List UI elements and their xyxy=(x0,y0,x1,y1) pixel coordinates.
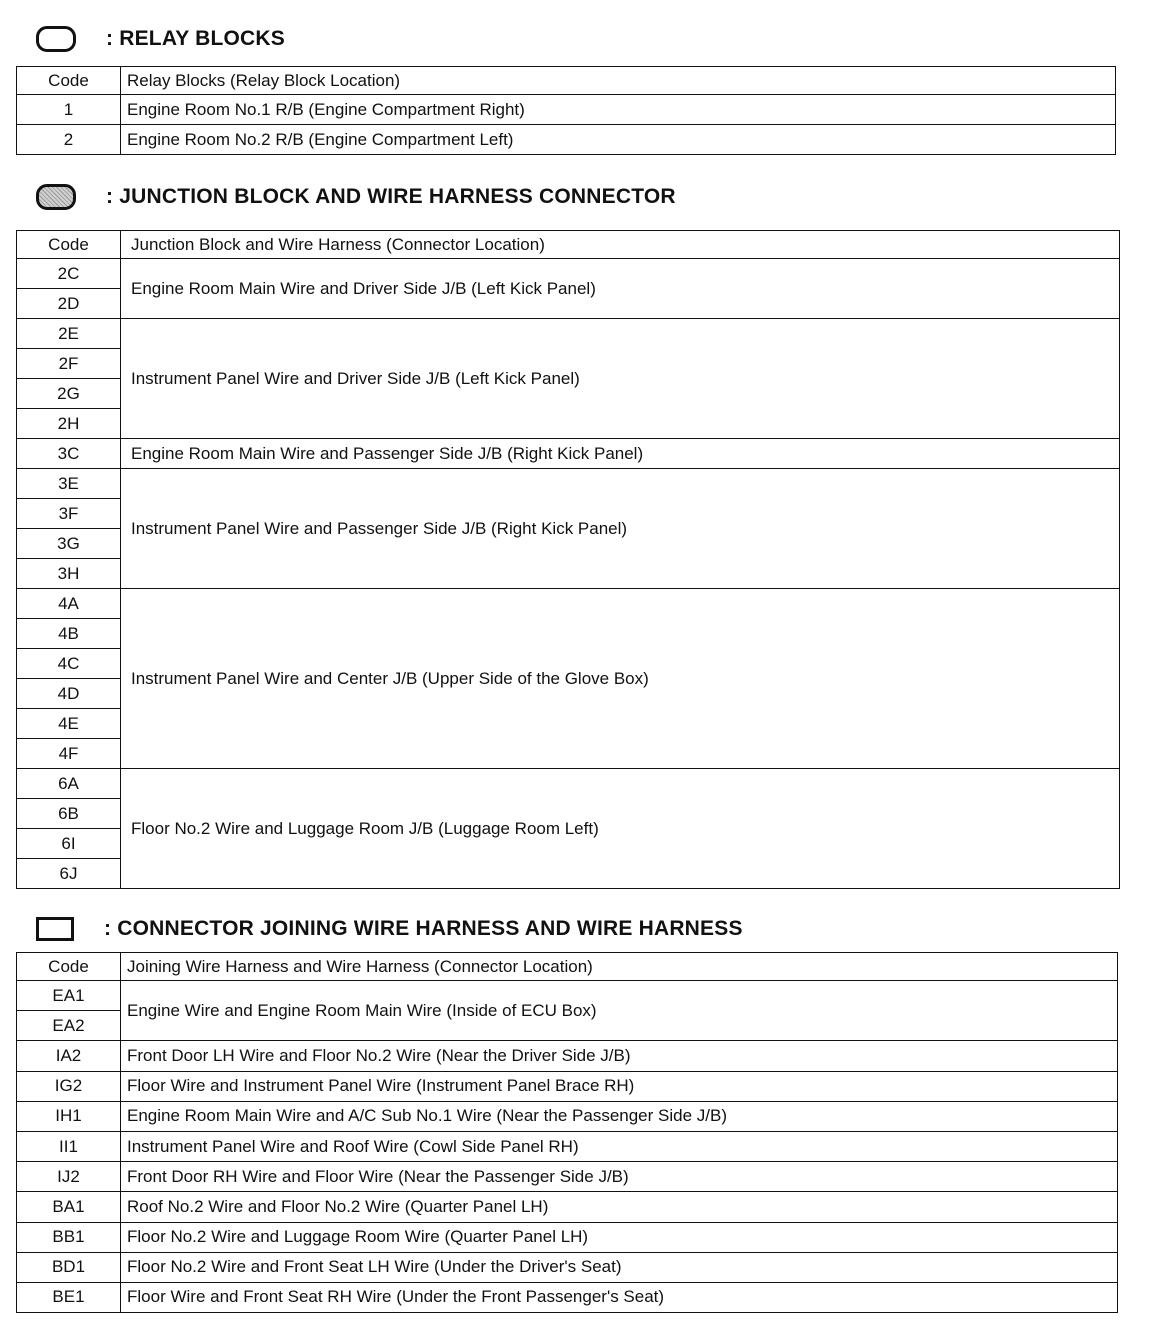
table-row xyxy=(17,1071,1118,1101)
code-cell: IG2 xyxy=(17,1071,121,1101)
code-cell: 4B xyxy=(17,619,121,649)
table-row xyxy=(17,469,1120,499)
table-row xyxy=(17,589,1120,619)
table-row xyxy=(17,259,1120,289)
code-cell: 6J xyxy=(17,859,121,889)
connector-table xyxy=(16,952,1118,1313)
description-cell: Engine Wire and Engine Room Main Wire (Inside of ECU Box) xyxy=(121,981,1118,1041)
code-cell: 4A xyxy=(17,589,121,619)
description-cell: Engine Room Main Wire and Passenger Side J/B (Right Kick Panel) xyxy=(121,439,1120,469)
table-row xyxy=(17,319,1120,349)
table-row xyxy=(17,769,1120,799)
description-cell: Instrument Panel Wire and Passenger Side J/B (Right Kick Panel) xyxy=(121,469,1120,589)
description-cell: Engine Room No.2 R/B (Engine Compartment Left) xyxy=(121,125,1116,155)
code-cell: II1 xyxy=(17,1131,121,1161)
code-cell: 2F xyxy=(17,349,121,379)
header-code: Code xyxy=(17,67,121,95)
description-cell: Floor No.2 Wire and Front Seat LH Wire (Under the Driver's Seat) xyxy=(121,1252,1118,1282)
connector-heading xyxy=(36,914,743,944)
table-row xyxy=(17,1041,1118,1071)
header-description: Relay Blocks (Relay Block Location) xyxy=(121,67,1116,95)
description-cell: Engine Room No.1 R/B (Engine Compartment Right) xyxy=(121,95,1116,125)
code-cell: IJ2 xyxy=(17,1162,121,1192)
table-row xyxy=(17,1252,1118,1282)
code-cell: 3F xyxy=(17,499,121,529)
junction-block-table xyxy=(16,230,1120,889)
code-cell: 1 xyxy=(17,95,121,125)
description-cell: Floor Wire and Front Seat RH Wire (Under the Front Passenger's Seat) xyxy=(121,1282,1118,1312)
description-cell: Engine Room Main Wire and A/C Sub No.1 Wire (Near the Passenger Side J/B) xyxy=(121,1101,1118,1131)
table-row xyxy=(17,1222,1118,1252)
code-cell: 2H xyxy=(17,409,121,439)
header-code: Code xyxy=(17,953,121,981)
code-cell: 3E xyxy=(17,469,121,499)
code-cell: 4F xyxy=(17,739,121,769)
description-cell: Floor No.2 Wire and Luggage Room J/B (Luggage Room Left) xyxy=(121,769,1120,889)
code-cell: BD1 xyxy=(17,1252,121,1282)
description-cell: Roof No.2 Wire and Floor No.2 Wire (Quarter Panel LH) xyxy=(121,1192,1118,1222)
junction-block-heading xyxy=(36,182,676,212)
code-cell: 2 xyxy=(17,125,121,155)
section-title: : RELAY BLOCKS xyxy=(106,27,285,50)
code-cell: 2E xyxy=(17,319,121,349)
code-cell: 6B xyxy=(17,799,121,829)
description-cell: Instrument Panel Wire and Center J/B (Upper Side of the Glove Box) xyxy=(121,589,1120,769)
description-cell: Floor Wire and Instrument Panel Wire (Instrument Panel Brace RH) xyxy=(121,1071,1118,1101)
table-header-row xyxy=(17,67,1116,95)
header-code: Code xyxy=(17,231,121,259)
description-cell: Front Door RH Wire and Floor Wire (Near the Passenger Side J/B) xyxy=(121,1162,1118,1192)
relay-blocks-table xyxy=(16,66,1116,155)
code-cell: 4C xyxy=(17,649,121,679)
table-row xyxy=(17,1101,1118,1131)
table-row xyxy=(17,125,1116,155)
table-row xyxy=(17,439,1120,469)
rounded-rectangle-icon xyxy=(36,26,76,52)
code-cell: BA1 xyxy=(17,1192,121,1222)
code-cell: 2D xyxy=(17,289,121,319)
code-cell: 3C xyxy=(17,439,121,469)
description-cell: Floor No.2 Wire and Luggage Room Wire (Quarter Panel LH) xyxy=(121,1222,1118,1252)
code-cell: IA2 xyxy=(17,1041,121,1071)
code-cell: EA2 xyxy=(17,1011,121,1041)
code-cell: 2G xyxy=(17,379,121,409)
table-row xyxy=(17,1162,1118,1192)
code-cell: 3G xyxy=(17,529,121,559)
code-cell: 2C xyxy=(17,259,121,289)
description-cell: Engine Room Main Wire and Driver Side J/B (Left Kick Panel) xyxy=(121,259,1120,319)
code-cell: 3H xyxy=(17,559,121,589)
square-rectangle-icon xyxy=(36,917,74,941)
description-cell: Instrument Panel Wire and Roof Wire (Cowl Side Panel RH) xyxy=(121,1131,1118,1161)
code-cell: IH1 xyxy=(17,1101,121,1131)
code-cell: BB1 xyxy=(17,1222,121,1252)
table-row xyxy=(17,1192,1118,1222)
code-cell: EA1 xyxy=(17,981,121,1011)
relay-blocks-heading xyxy=(36,24,285,54)
table-header-row xyxy=(17,953,1118,981)
table-row xyxy=(17,95,1116,125)
header-description: Junction Block and Wire Harness (Connector Location) xyxy=(121,231,1120,259)
code-cell: 4D xyxy=(17,679,121,709)
table-row xyxy=(17,1282,1118,1312)
section-title: : JUNCTION BLOCK AND WIRE HARNESS CONNECTOR xyxy=(106,185,676,208)
shaded-rounded-rectangle-icon xyxy=(36,184,76,210)
code-cell: 6I xyxy=(17,829,121,859)
code-cell: 6A xyxy=(17,769,121,799)
section-title: : CONNECTOR JOINING WIRE HARNESS AND WIRE HARNESS xyxy=(104,917,743,940)
header-description: Joining Wire Harness and Wire Harness (Connector Location) xyxy=(121,953,1118,981)
code-cell: BE1 xyxy=(17,1282,121,1312)
table-row xyxy=(17,981,1118,1011)
description-cell: Instrument Panel Wire and Driver Side J/B (Left Kick Panel) xyxy=(121,319,1120,439)
table-row xyxy=(17,1131,1118,1161)
table-header-row xyxy=(17,231,1120,259)
code-cell: 4E xyxy=(17,709,121,739)
description-cell: Front Door LH Wire and Floor No.2 Wire (Near the Driver Side J/B) xyxy=(121,1041,1118,1071)
